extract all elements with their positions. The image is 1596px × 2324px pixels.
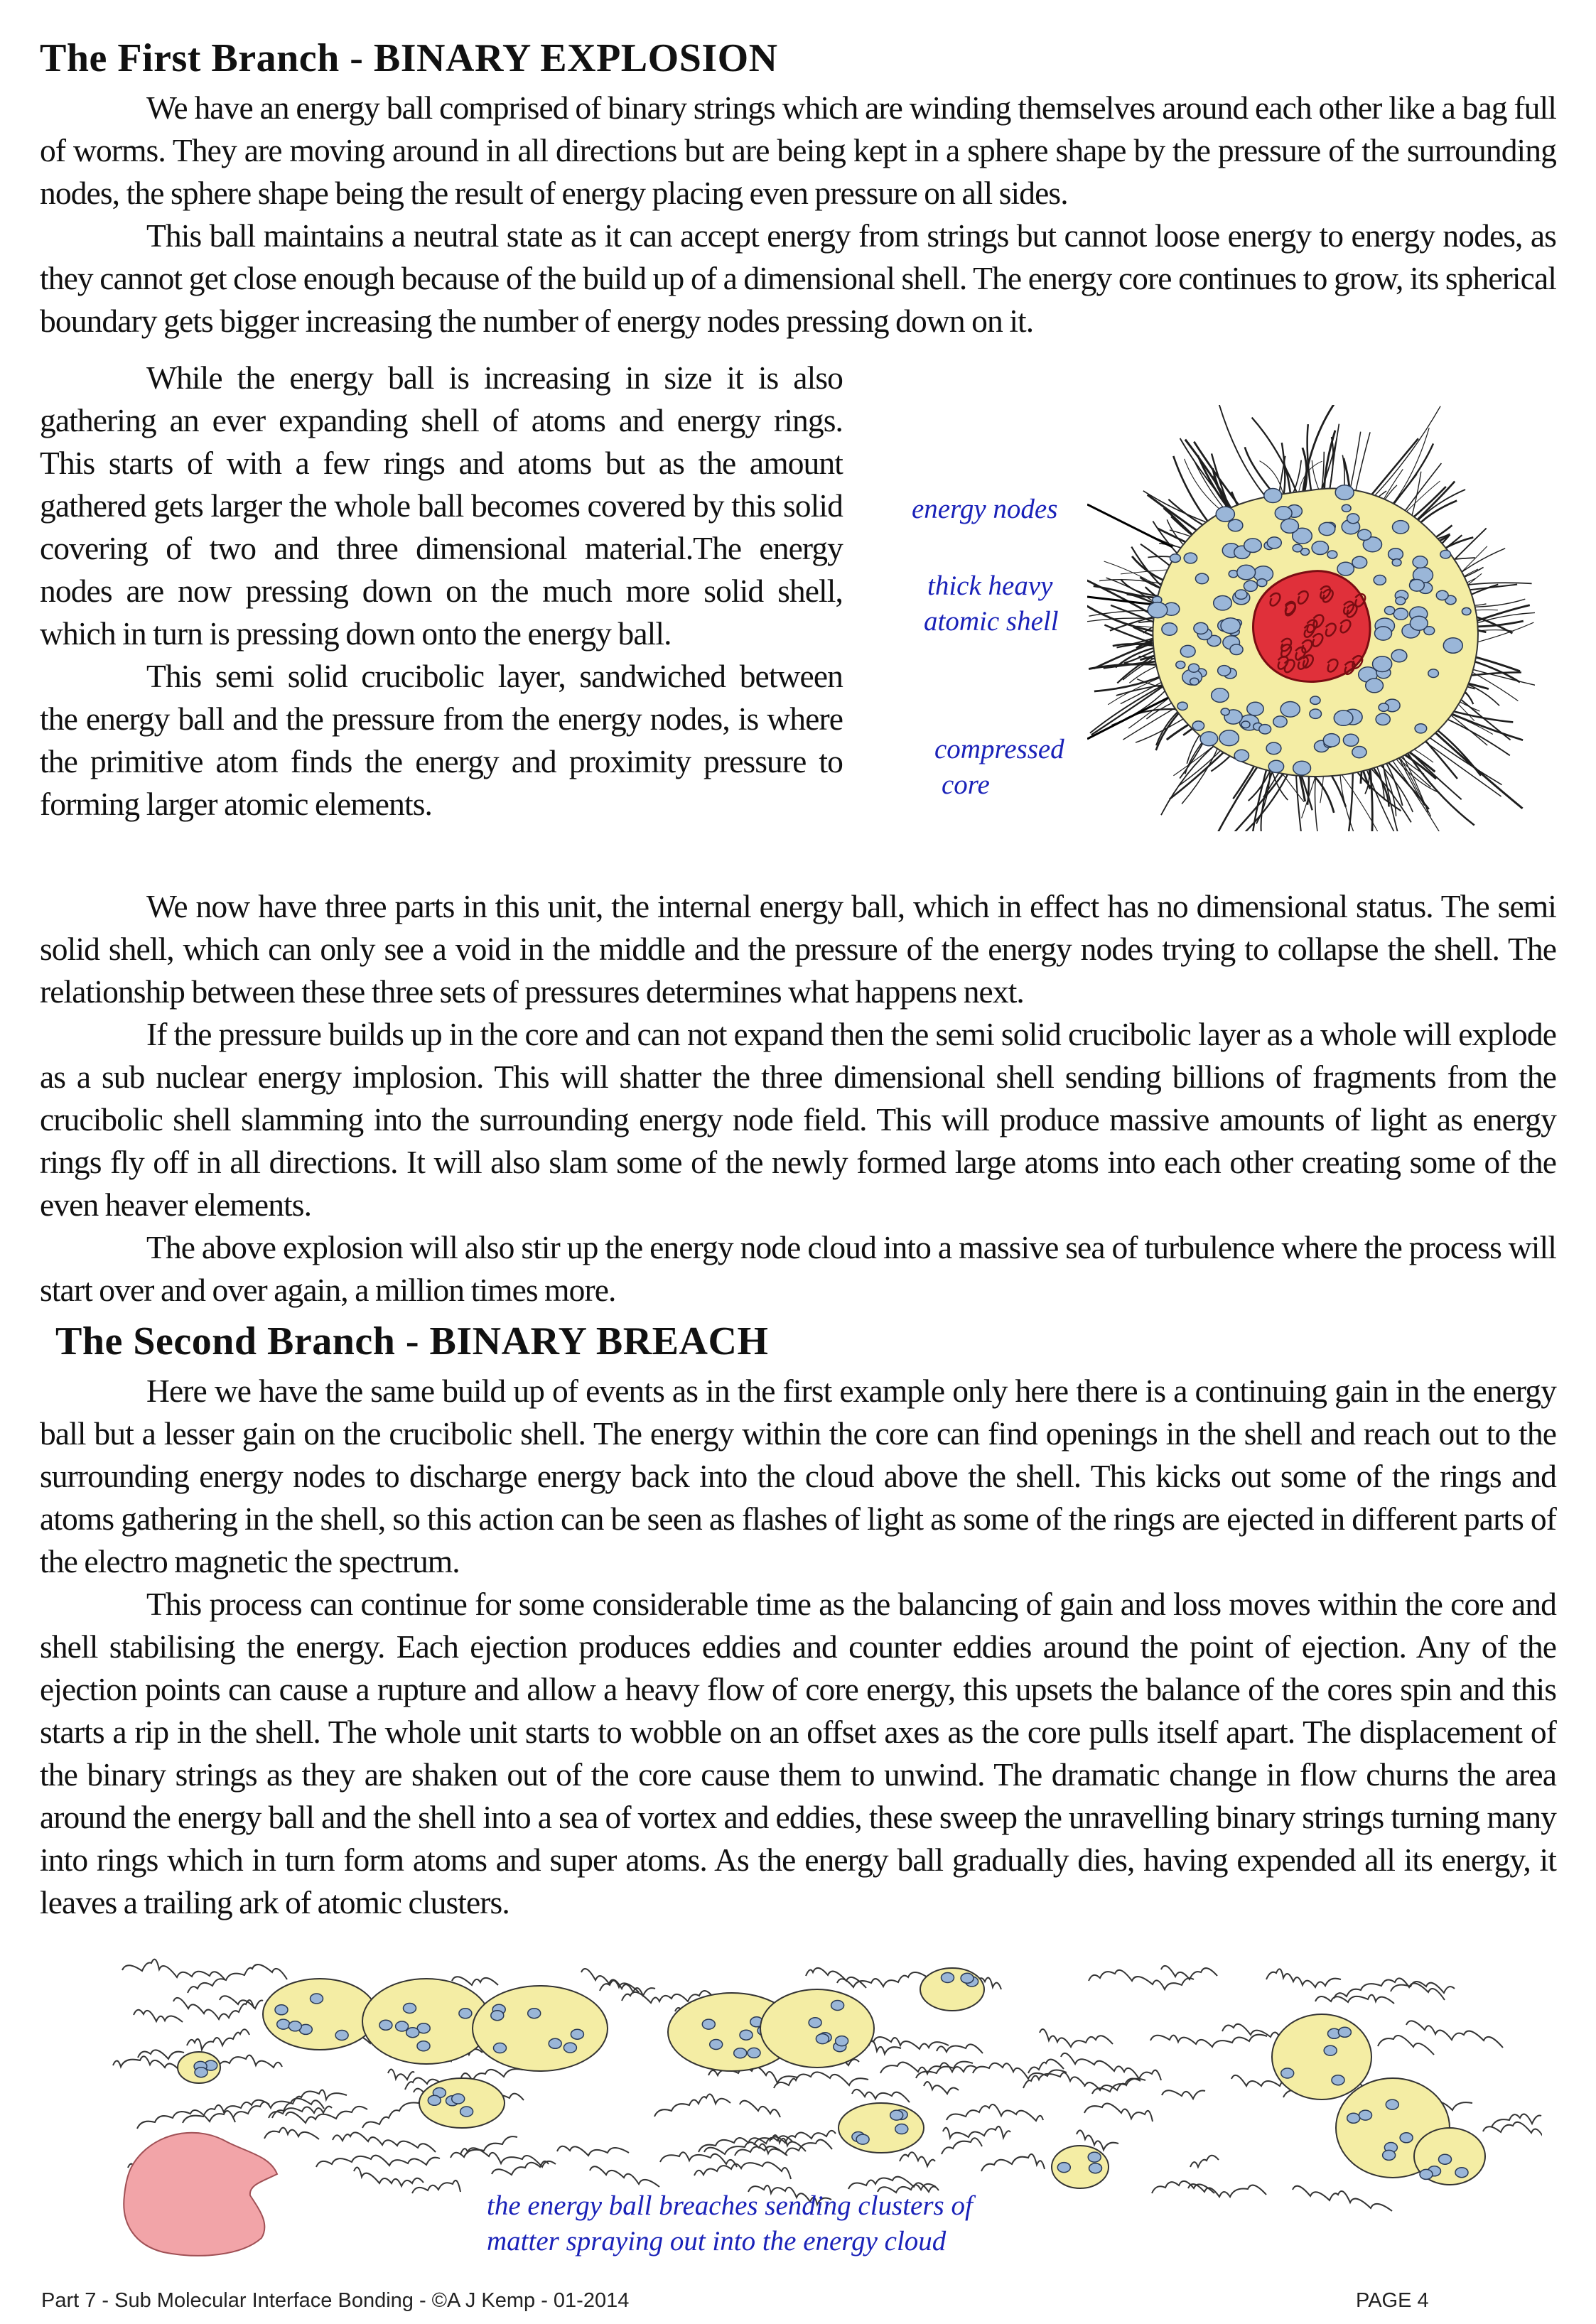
cluster-atom [452,2094,465,2104]
cluster-atom [710,2040,723,2050]
cluster-atom [277,2019,290,2029]
label-compressed-core-line2: core [942,769,990,800]
cluster-atom [549,2038,561,2048]
atom [1319,522,1335,535]
atom [1462,607,1471,615]
atom [1221,618,1240,634]
atom [1396,597,1406,605]
atom [1162,623,1177,635]
cluster-atom [1439,2154,1452,2164]
atom [1189,664,1199,672]
intro-text [40,87,1556,342]
eddy-stroke [264,2128,319,2139]
eddy-stroke [134,2010,183,2022]
atom [1347,514,1359,524]
footer-page-number: PAGE 4 [1356,2289,1429,2312]
breach-text [40,1370,1556,1924]
eddy-stroke [451,2136,517,2158]
energy-ball-figure [1087,405,1535,831]
eddy-stroke [581,1969,655,1996]
atom [1443,638,1462,654]
cluster-atom [428,2095,441,2105]
cluster-atom [417,2041,430,2051]
eddy-stroke [1492,2114,1541,2127]
cluster-atom [494,2043,507,2053]
atom [1235,590,1247,599]
atom [1192,721,1204,730]
atom [1180,645,1195,657]
atom [1176,661,1185,669]
cluster-atom [734,2048,747,2058]
atom [1259,725,1271,734]
eddy-stroke [1162,2090,1205,2099]
eddy-stroke [590,2166,659,2187]
paragraph: If the pressure builds up in the core and can not expand then the semi solid crucibolic layer as a whole will explode as a sub nuclear energy implosion. This will shatter the three dimensional shell sending billions of fragments from the crucibolic shell slamming into the surrounding energy node field. This will produce massive amounts of light as energy rings fly off in all directions. It will also slam some of the newly formed large atoms into each other creating some of the even heaver elements. [40,1016,1556,1223]
atom [1200,732,1218,746]
atom [1293,544,1302,552]
section-heading-binary-explosion: The First Branch - BINARY EXPLOSION [40,36,778,80]
eddy-stroke [1266,1969,1341,1987]
cluster-atom [895,2124,908,2134]
cluster-atom [1347,2113,1360,2123]
eddy-stroke [137,2110,235,2129]
cluster-atom [816,2034,829,2044]
eddy-stroke [837,1972,927,1987]
atom [1358,529,1371,540]
cluster-atom [1338,2027,1351,2037]
eddy-stroke [1188,2184,1266,2197]
cluster-atom [740,2030,753,2040]
eddy-stroke [1315,1995,1394,2004]
cluster-atom [702,2019,715,2029]
eddy-stroke [269,2107,332,2118]
cluster-atom [1057,2163,1070,2173]
eddy-stroke [1084,2104,1153,2122]
atom [1335,485,1354,500]
eddy-stroke [694,2162,791,2179]
atomic-cluster [760,1989,874,2068]
eddy-stroke [1190,2156,1219,2167]
atom [1410,580,1425,592]
atom [1241,721,1250,728]
atom [1275,507,1292,520]
cluster-atom [528,2009,541,2018]
atom [1392,559,1401,566]
atomic-cluster [839,2103,924,2153]
eddy-stroke [806,1968,866,1988]
cluster-atom [836,2036,848,2046]
atom [1177,702,1187,710]
label-pointer [1087,504,1172,547]
cluster-atom [1400,2133,1413,2143]
eddy-stroke [774,2072,868,2088]
cluster-atom [406,2028,419,2038]
atom [1234,750,1249,761]
atom [1221,708,1229,715]
atom [1391,649,1407,661]
eddy-stroke [388,2070,414,2080]
cluster-atom [1420,2169,1433,2179]
eddy-stroke [900,2152,935,2166]
eddy-stroke [1040,2029,1113,2047]
atom [1266,742,1281,755]
cluster-atom [748,2048,760,2058]
paragraph: This ball maintains a neutral state as it can accept energy from strings but cannot loose energy to energy nodes, as they cannot get close enough because of the build up of a dimensional shell. The energy core continues to grow, its spherical boundary gets bigger increasing the number of energy nodes pressing down on it. [40,217,1556,339]
eddy-stroke [1334,1978,1445,2000]
atom [1293,761,1311,775]
atom [1436,590,1448,600]
atom [1413,556,1428,568]
cluster-atom [961,1973,974,1983]
paragraph: While the energy ball is increasing in size it is also gathering an ever expanding shell of atoms and energy rings. This starts of with a few rings and atoms but as the amount gathered gets larger the whole ball becomes covered by this solid covering of two and three dimensional material.The energy nodes are now pressing down on the much more solid shell, which in turn is pressing down onto the energy ball. [40,360,843,652]
cluster-atom [335,2031,348,2041]
atom [1379,703,1389,711]
cluster-atom [1324,2045,1337,2055]
cluster-atom [831,2001,844,2011]
cluster-atom [460,2107,473,2117]
atom [1374,575,1386,585]
atom [1366,679,1384,693]
cluster-atom [564,2043,576,2053]
eddy-stroke [1161,1966,1217,1979]
breach-caption-line1: the energy ball breaches sending clusters of [487,2190,973,2221]
atom [1376,713,1390,725]
eddy-stroke [1293,2186,1392,2211]
section-heading-binary-breach: The Second Branch - BINARY BREACH [55,1319,769,1363]
paragraph: The above explosion will also stir up the energy node cloud into a massive sea of turbulence where the process will start over and over again, a million times more. [40,1229,1556,1308]
atom [1244,539,1262,553]
eddy-stroke [557,2146,629,2156]
atom [1148,602,1168,618]
atom [1195,573,1208,584]
eddy-stroke [947,2104,1043,2121]
atom [1281,519,1299,533]
atom [1312,541,1328,555]
atom [1310,696,1320,704]
atom [1247,702,1263,715]
atom [1219,730,1239,746]
atom [1264,489,1282,503]
eddy-stroke [1023,2072,1085,2088]
eddy-stroke [973,2063,1067,2079]
cluster-atom [890,2110,903,2120]
eddy-stroke [740,2101,780,2117]
cluster-atom [195,2068,207,2077]
atom [1385,607,1395,615]
atom [1268,760,1283,772]
eddy-stroke [1061,2053,1161,2080]
atom [1352,747,1366,758]
eddy-stroke [354,2168,424,2186]
atom [1323,734,1339,747]
cluster-atom [809,2018,821,2028]
eddy-stroke [1084,2079,1145,2090]
paragraph: Here we have the same build up of events as in the first example only here there is a continuing gain in the energy ball but a lesser gain on the crucibolic shell. The energy within the core can find openings in the shell and reach out to the surrounding energy nodes to discharge energy back into the cloud above the shell. This kicks out some of the rings and atoms gathering in the shell, so this action can be seen as flashes of light as some of the rings are ejected in different parts of the electro magnetic the spectrum. [40,1373,1556,1579]
atom [1334,710,1353,725]
eddy-stroke [1028,2060,1064,2073]
atom [1214,596,1232,610]
atom [1352,556,1367,568]
atom [1410,616,1428,630]
atom [1337,562,1354,575]
atom [1375,627,1392,640]
cluster-atom [311,1994,323,2004]
eddy-stroke [188,1964,287,1993]
atom [1373,656,1392,672]
atom [1230,644,1243,655]
atom [1440,550,1451,558]
eddy-stroke [937,2044,983,2053]
cluster-atom [1386,2099,1398,2109]
closing-text [40,885,1556,1312]
cluster-atom [1281,2068,1294,2078]
atomic-cluster [473,1986,608,2071]
atom [1194,622,1208,634]
eddy-stroke [113,2056,182,2073]
eddy-stroke [187,2029,249,2050]
cluster-atom [1089,2163,1102,2173]
atom [1216,507,1234,521]
eddy-stroke [942,2138,982,2154]
eddy-stroke [880,2063,977,2074]
atom [1310,709,1322,718]
paragraph: This process can continue for some considerable time as the balancing of gain and loss moves within the core and shell stabilising the energy. Each ejection produces eddies and counter eddies around the point of ejection. Any of the ejection points can cause a rupture and allow a heavy flow of core energy, this upsets the balance of the cores spin and this starts a rip in the shell. The whole unit starts to wobble on an offset axes as the core pulls itself apart. The displacement of the binary strings as they are shaken out of the core cause them to unwind. The dramatic change in flow churns the area around the energy ball and the shell into a sea of vortex and eddies, these sweep the unravelling binary strings turning many into rings which in turn form atoms and super atoms. As the energy ball gradually dies, having expended all its energy, it leaves a trailing ark of atomic clusters. [40,1586,1556,1920]
eddy-stroke [316,2156,440,2167]
breach-caption-line2: matter spraying out into the energy cloud [487,2226,947,2257]
eddy-stroke [654,2095,730,2117]
cluster-atom [1332,2075,1344,2085]
paragraph: We now have three parts in this unit, the internal energy ball, which in effect has no dimensional status. The semi solid shell, which can only see a void in the middle and the pressure of the energy nodes trying to collapse the shell. The relationship between these three sets of pressures determines what happens next. [40,888,1556,1010]
atom [1184,553,1197,563]
atom [1257,579,1267,587]
cluster-atom [404,2004,416,2014]
cluster-atom [1455,2168,1468,2178]
cluster-atom [275,2005,288,2015]
eddy-stroke [1092,2078,1141,2094]
atom [1218,666,1231,676]
cluster-atom [379,2020,392,2030]
eddy-stroke [138,2050,184,2059]
paragraph: This semi solid crucibolic layer, sandwiched between the energy ball and the pressure from the energy nodes, is where the primitive atom finds the energy and proximity pressure to forming larger atomic elements. [40,658,843,822]
atom [1343,734,1358,746]
label-atomic-shell-line2: atomic shell [924,606,1059,637]
atom [1228,519,1243,531]
paragraph: We have an energy ball comprised of binary strings which are winding themselves around each other like a bag full of worms. They are moving around in all directions but are being kept in a sphere shape by the pressure of the surrounding nodes, the sphere shape being the result of energy placing even pressure on all sides. [40,90,1556,211]
footer-credit: Part 7 - Sub Molecular Interface Bonding - ©A J Kemp - 01-2014 [41,2289,630,2312]
cluster-atom [459,2009,472,2018]
atomic-cluster [1272,2014,1371,2099]
eddy-stroke [924,2082,959,2094]
eddy-stroke [412,2180,460,2193]
eddy-stroke [122,1960,225,1980]
atom [1327,551,1337,558]
eddy-stroke [1150,2035,1267,2047]
cluster-atom [571,2029,583,2039]
atom [1389,548,1403,561]
cluster-atom [396,2021,409,2031]
cluster-atom [1383,2150,1396,2160]
atom [1229,571,1238,578]
cluster-atom [289,2021,301,2031]
atom [1190,678,1199,685]
cluster-atom [1359,2110,1372,2120]
cluster-atom [856,2134,869,2144]
eddy-stroke [852,2090,910,2102]
eddy-stroke [981,2154,1045,2171]
atom [1393,521,1409,534]
eddy-stroke [943,2126,1010,2138]
label-energy-nodes: energy nodes [912,494,1058,524]
atom [1170,554,1181,563]
atom [1415,724,1427,733]
cluster-atom [942,1973,954,1983]
atom [1273,716,1287,728]
eddy-stroke [1483,2122,1542,2139]
breached-energy-ball [124,2133,277,2256]
atom [1212,688,1229,703]
atom [1393,608,1408,620]
cluster-atom [1088,2152,1101,2162]
atom [1267,537,1281,548]
label-compressed-core-line1: compressed [934,734,1064,764]
atom [1280,702,1300,718]
atom [1237,565,1256,580]
eddy-stroke [1378,2036,1434,2055]
atom [1244,580,1257,591]
eddy-stroke [333,2132,436,2152]
side-text [40,357,843,826]
label-atomic-shell-line1: thick heavy [927,571,1053,601]
atom [1428,669,1439,678]
atom [1342,504,1351,512]
cluster-atom [491,2011,504,2021]
